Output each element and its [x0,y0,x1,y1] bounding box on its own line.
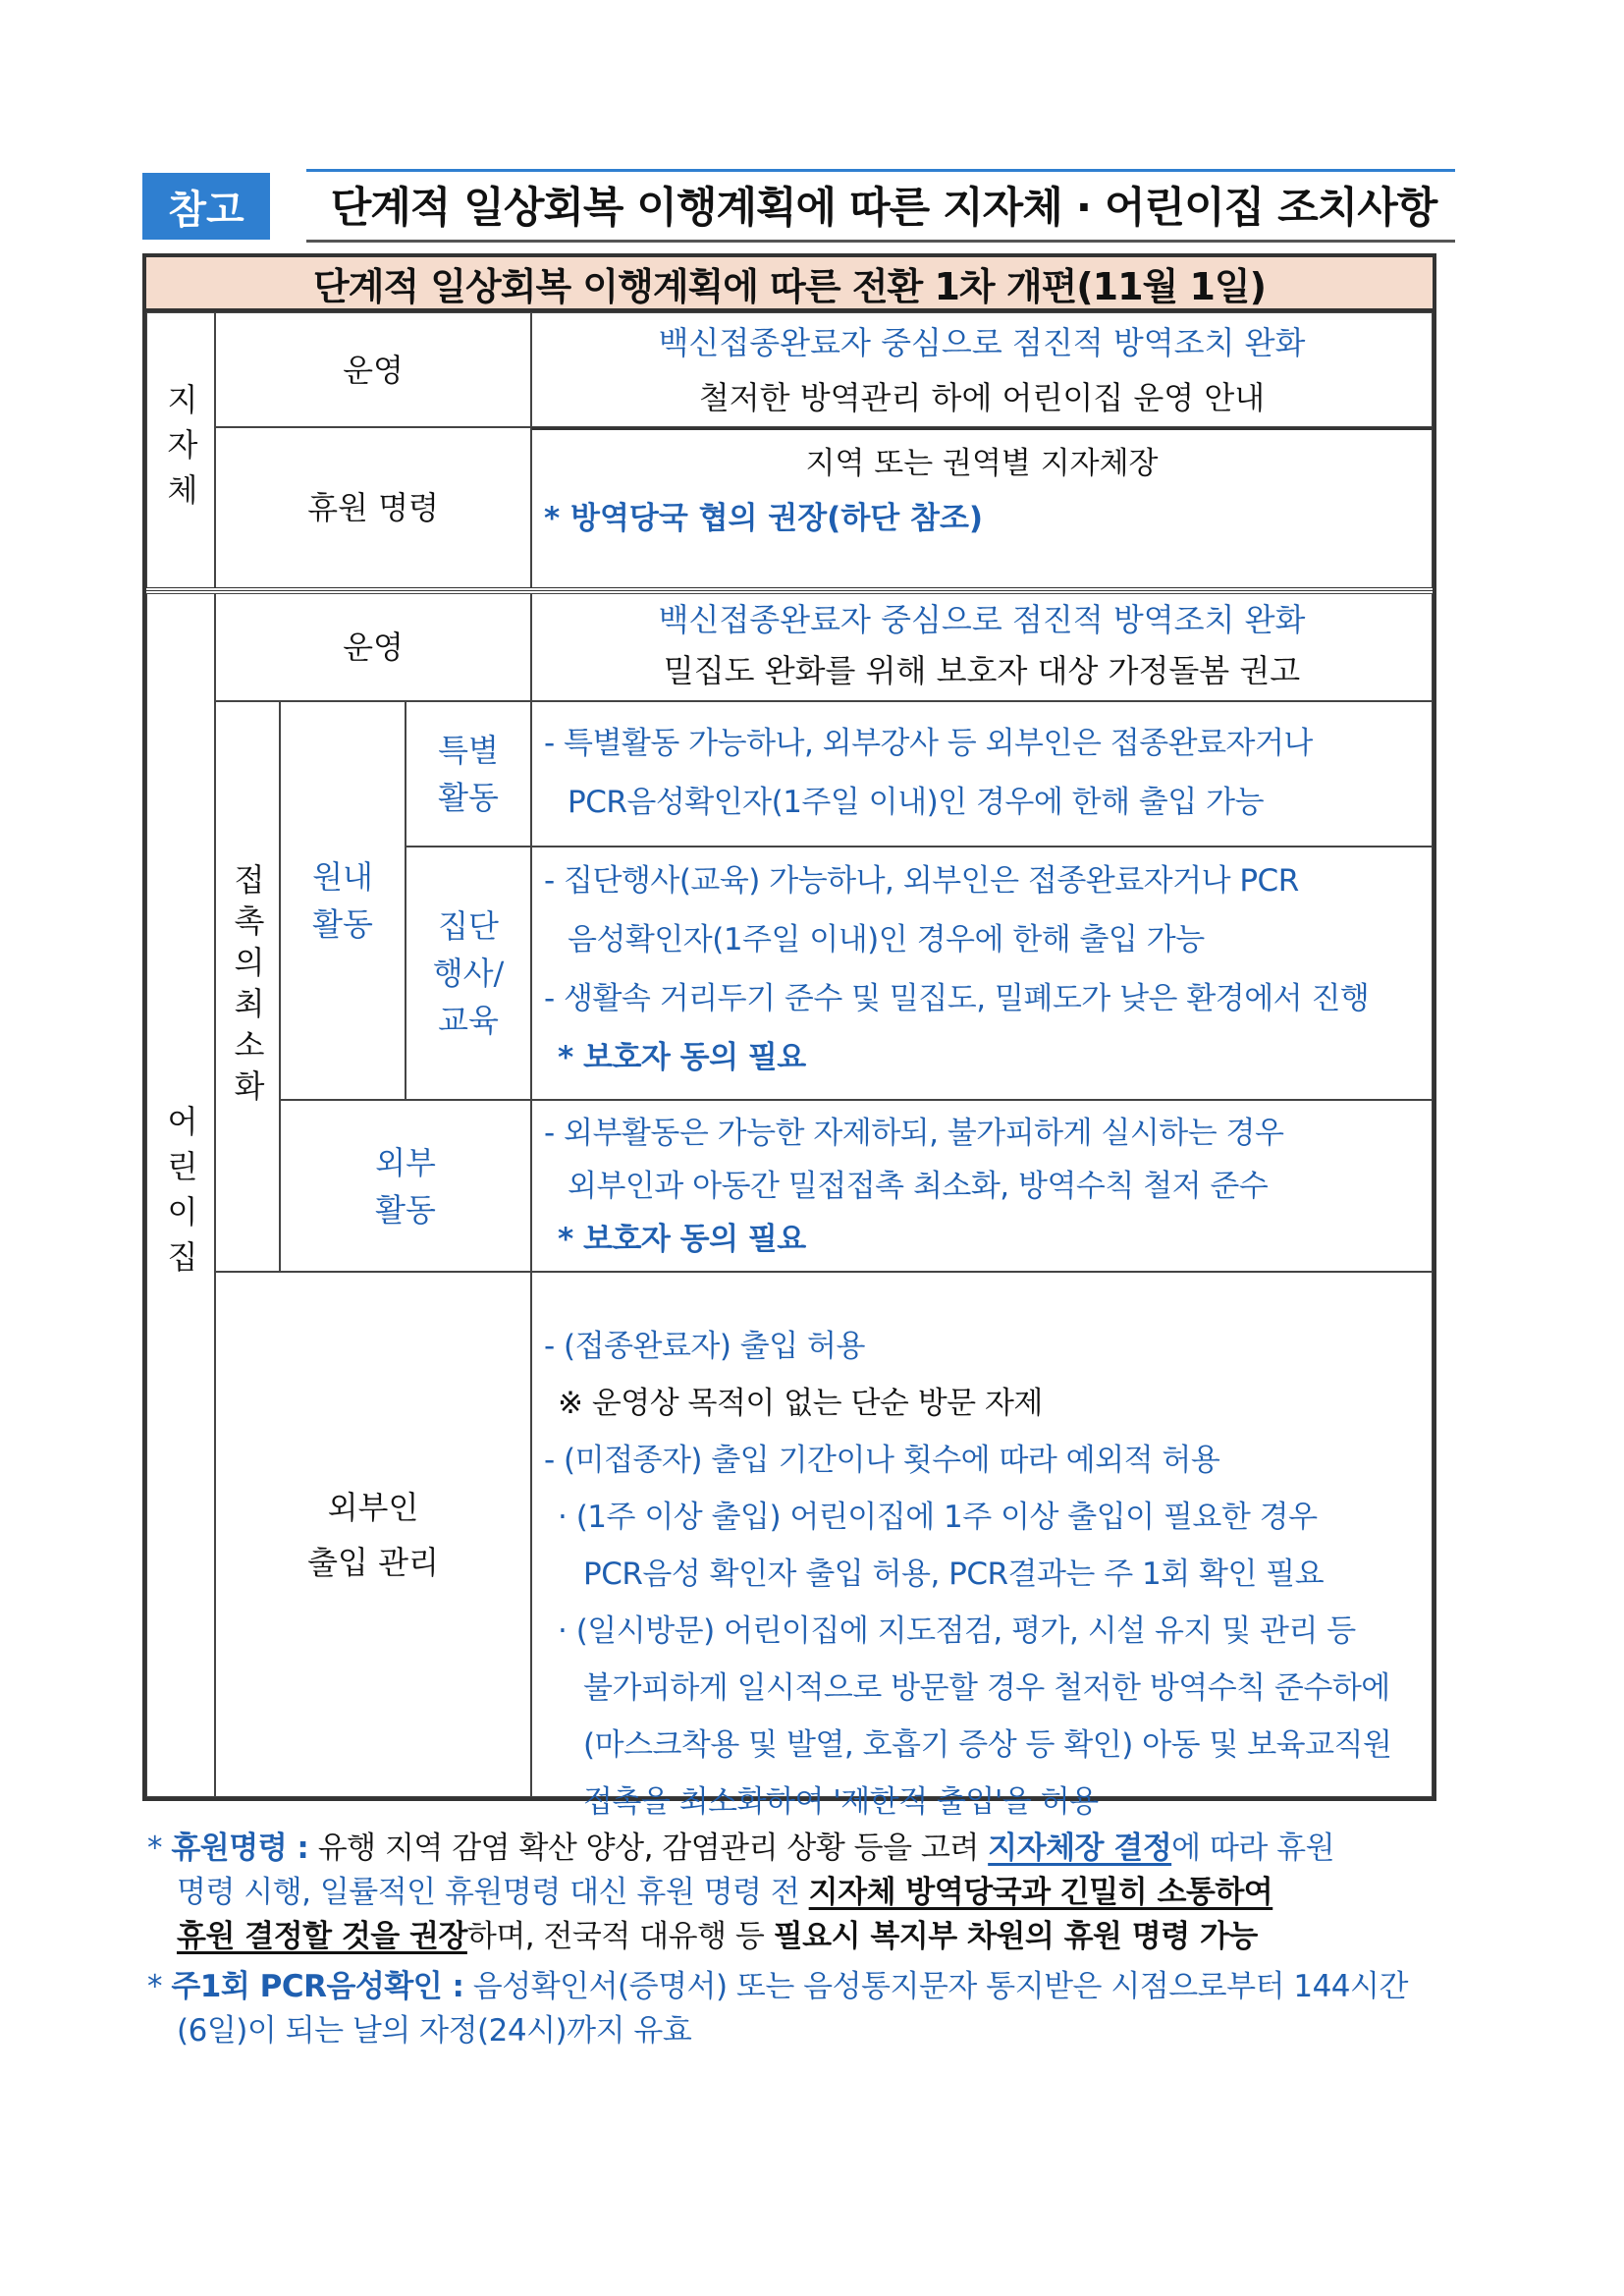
note-emphasis: 필요시 복지부 차원의 휴원 명령 가능 [773,1919,1258,1954]
page-title: 단계적 일상회복 이행계획에 따른 지자체 · 어린이집 조치사항 [330,184,1437,233]
note-text: 하며, 전국적 대유행 등 [466,1919,765,1954]
outside-activity-line3: * 보호자 동의 필요 [558,1222,806,1257]
gov-closure-line2: * 방역당국 협의 권장(하단 참조) [544,501,984,536]
outside-activity-line1: - 외부활동은 가능한 자제하되, 불가피하게 실시하는 경우 [544,1116,1284,1151]
visitor-label-line1: 외부인 [327,1488,419,1526]
visitor-line: PCR음성 확인자 출입 허용, PCR결과는 주 1회 확인 필요 [583,1557,1325,1592]
note-emphasis: 휴원 결정할 것을 권장 [177,1919,467,1954]
group-event-line4: * 보호자 동의 필요 [558,1040,806,1075]
special-activity-text: 특별활동 [438,732,499,816]
measures-table [142,253,1436,1820]
note-bullet: * [147,1831,162,1866]
visitor-line: - (접종완료자) 출입 허용 [544,1329,865,1364]
note-text: 명령 시행, 일률적인 휴원명령 대신 휴원 명령 전 [177,1875,800,1910]
note-pcr [147,1965,1443,2053]
header-bottom-rule [306,240,1455,243]
outside-activity-line2: 외부인과 아동간 밀접접촉 최소화, 방역수칙 철저 준수 [568,1169,1269,1204]
outside-activity-label [280,1100,531,1272]
note-emphasis: 지자체장 결정 [988,1831,1172,1866]
note-bullet: * [147,1969,162,2004]
footnotes [147,1827,1443,2059]
group-local-gov [146,312,215,588]
section-divider [146,587,1433,591]
gov-closure-line1: 지역 또는 권역별 지자체장 [805,446,1159,481]
group-event-text: 집단행사/교육 [432,907,505,1039]
gov-operation-line1: 백신접종완료자 중심으로 점진적 방역조치 완화 [658,324,1306,361]
visitor-line: · (일시방문) 어린이집에 지도점검, 평가, 시설 유지 및 관리 등 [558,1613,1356,1649]
visitor-line: · (1주 이상 출입) 어린이집에 1주 이상 출입이 필요한 경우 [558,1500,1318,1535]
group-event-content [531,847,1433,1100]
note-text: 유행 지역 감염 확산 양상, 감염관리 상황 등을 고려 [317,1831,979,1866]
note-text: (6일)이 되는 날의 자정(24시)까지 유효 [177,2013,692,2049]
daycare-operation-line1: 백신접종완료자 중심으로 점진적 방역조치 완화 [658,601,1306,638]
daycare-operation-content [531,593,1433,701]
group-local-gov-label: 지자체 [162,382,199,519]
visitor-content [531,1272,1433,1820]
visitor-label [215,1272,531,1797]
group-event-line1: - 집단행사(교육) 가능하나, 외부인은 접종완료자거나 PCR [544,863,1299,899]
visitor-line: (마스크착용 및 발열, 호흡기 증상 등 확인) 아동 및 보육교직원 [583,1727,1392,1763]
visitor-line: 불가피하게 일시적으로 방문할 경우 철저한 방역수칙 준수하에 [583,1670,1390,1706]
note-closure [147,1827,1443,1959]
group-event-line2: 음성확인자(1주일 이내)인 경우에 한해 출입 가능 [568,922,1205,957]
gov-operation-label: 운영 [215,312,531,427]
outside-activity-content [531,1100,1433,1272]
visitor-line: ※ 운영상 목적이 없는 단순 방문 자제 [558,1386,1043,1421]
group-event-line3: - 생활속 거리두기 준수 및 밀집도, 밀폐도가 낮은 환경에서 진행 [544,981,1370,1016]
gov-closure-content [531,427,1433,588]
gov-closure-label: 휴원 명령 [215,427,531,588]
note-emphasis: 지자체 방역당국과 긴밀히 소통하여 [808,1875,1273,1910]
note-closure-head: 휴원명령 : [171,1831,309,1866]
header-top-rule [306,169,1455,172]
special-activity-line1: - 특별활동 가능하나, 외부강사 등 외부인은 접종완료자거나 [544,726,1313,761]
reference-tag: 참고 [142,173,270,240]
note-text: 음성확인서(증명서) 또는 음성통지문자 통지받은 시점으로부터 144시간 [472,1969,1408,2004]
visitor-label-line2: 출입 관리 [307,1543,439,1581]
special-activity-label [406,701,531,847]
special-activity-line2: PCR음성확인자(1주일 이내)인 경우에 한해 출입 가능 [568,785,1265,820]
internal-activity-text: 원내활동 [312,858,373,943]
group-daycare [146,593,215,1797]
gov-operation-content [531,312,1433,427]
visitor-line: - (미접종자) 출입 기간이나 횟수에 따라 예외적 허용 [544,1443,1220,1478]
table-caption: 단계적 일상회복 이행계획에 따른 전환 1차 개편(11월 1일) [146,257,1433,312]
note-text: 에 따라 휴원 [1171,1831,1335,1866]
internal-activity-label [280,701,406,1100]
group-event-label [406,847,531,1100]
min-contact-text: 접촉의최소화 [229,862,266,1111]
visitor-line: 접촉을 최소화하여 '제한적 출입'을 허용 [583,1784,1099,1820]
daycare-operation-line2: 밀집도 완화를 위해 보호자 대상 가정돌봄 권고 [663,652,1301,689]
note-pcr-head: 주1회 PCR음성확인 : [171,1969,464,2004]
outside-activity-text: 외부활동 [375,1143,436,1229]
min-contact-label [215,701,280,1272]
daycare-operation-label: 운영 [215,593,531,701]
group-daycare-label: 어린이집 [162,1105,199,1285]
gov-operation-line2: 철저한 방역관리 하에 어린이집 운영 안내 [698,379,1266,416]
special-activity-content [531,701,1433,847]
